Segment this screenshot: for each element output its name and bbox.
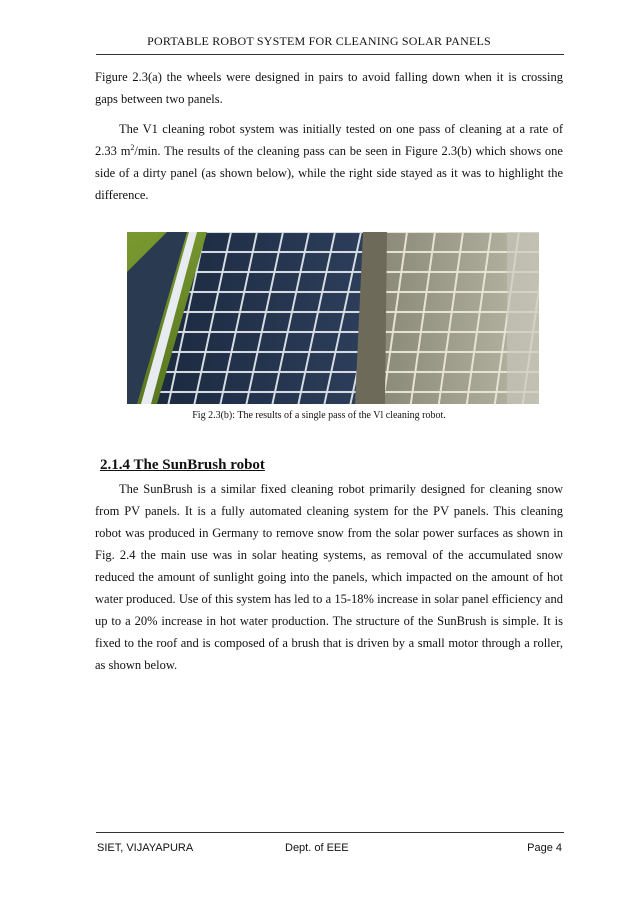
- header-rule: [96, 54, 564, 55]
- paragraph-sunbrush: The SunBrush is a similar fixed cleaning robot primarily designed for cleaning snow from PV panels. It is a fully automated cleaning system for the PV panels. This cleaning robot was produced in Germany to remove snow from the solar power surfaces as shown in Fig. 2.4 the main use was in solar heating systems, as removal of the accumulated snow reduced the amount of sunlight going into the panels, which impacted on the amount of hot water produced. Use of this system has led to a 15-18% increase in solar panel efficiency and up to a 20% increase in hot water production. The structure of the SunBrush is simple. It is fixed to the roof and is composed of a brush that is driven by a small motor through a roller, as shown below.: [95, 482, 563, 672]
- page-header: PORTABLE ROBOT SYSTEM FOR CLEANING SOLAR PANELS: [147, 34, 491, 48]
- paragraph-v1-text-b: /min. The results of the cleaning pass can be seen in Figure 2.3(b) which shows one side of a dirty panel (as shown below), while the right side stayed as it was to highlight the difference.: [95, 144, 563, 202]
- footer-institution: SIET, VIJAYAPURA: [97, 842, 194, 854]
- paragraph-v1-text-a: The V1 cleaning robot system was initially tested on one pass of cleaning at a rate of 2.33 m: [95, 122, 563, 158]
- section-title: 2.1.4 The SunBrush robot: [100, 457, 265, 473]
- footer-page-number: Page 4: [527, 842, 562, 854]
- figure-caption: Fig 2.3(b): The results of a single pass of the Vl cleaning robot.: [192, 410, 446, 421]
- solar-panel-photo: [127, 232, 539, 404]
- paragraph-figure-note: Figure 2.3(a) the wheels were designed in pairs to avoid falling down when it is crossing gaps between two panels.: [95, 70, 563, 106]
- superscript-two: 2: [130, 142, 135, 152]
- footer-rule: [96, 832, 564, 833]
- footer-department: Dept. of EEE: [285, 842, 349, 854]
- paragraph-v1-results: [95, 118, 563, 206]
